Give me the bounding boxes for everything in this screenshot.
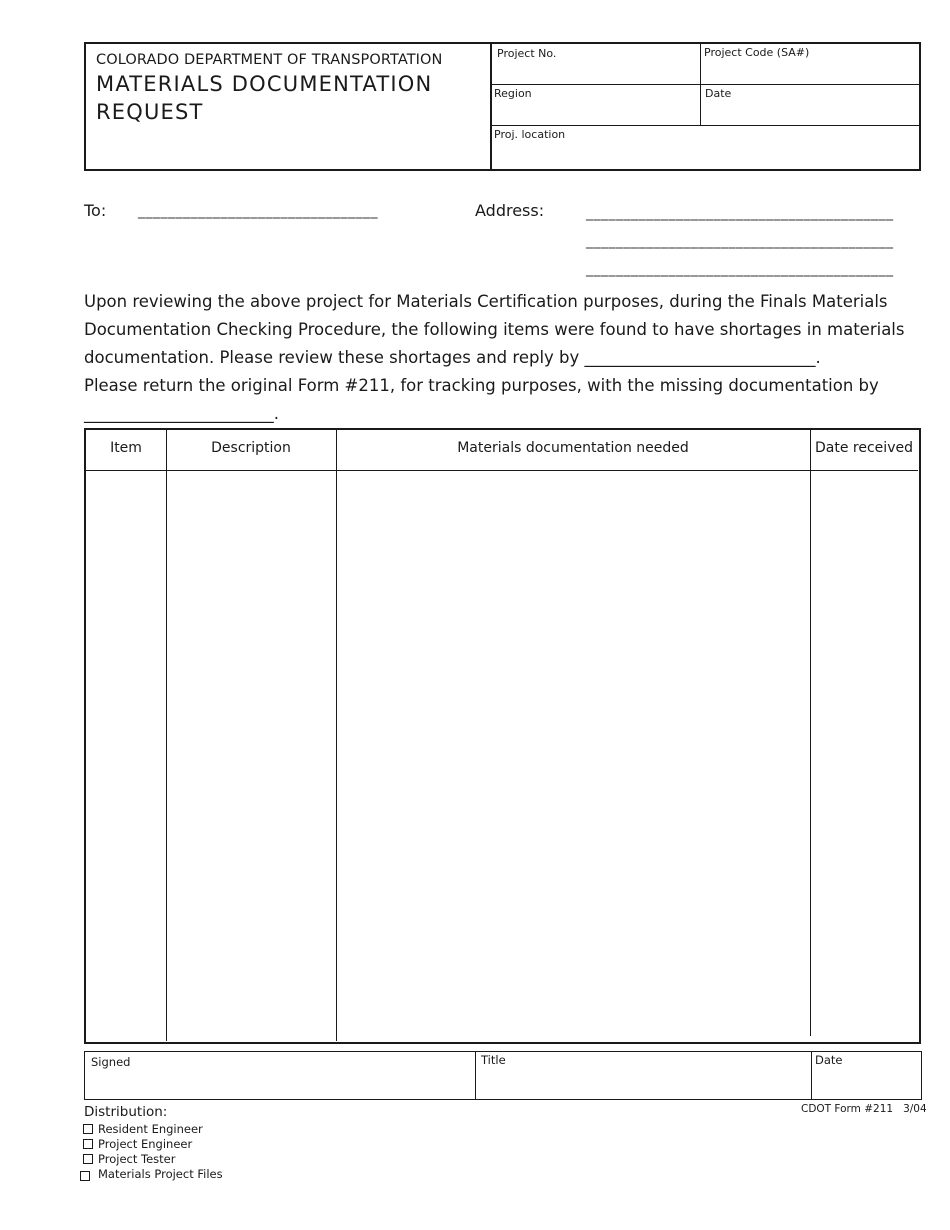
distribution-item-project-engineer: Project Engineer	[98, 1137, 193, 1151]
address-input-line-1[interactable]: _________________________________________	[586, 205, 894, 221]
column-header-description: Description	[211, 440, 291, 456]
header-date-field[interactable]: Date	[705, 87, 732, 100]
to-input[interactable]: ________________________________	[138, 203, 378, 219]
title-field[interactable]: Title	[481, 1053, 506, 1067]
checkbox-materials-project-files[interactable]	[80, 1171, 90, 1181]
header-title-panel	[86, 44, 492, 169]
address-input-line-2[interactable]: _________________________________________	[586, 233, 894, 249]
agency-name: COLORADO DEPARTMENT OF TRANSPORTATION	[96, 52, 443, 68]
header-divider-2	[492, 125, 920, 126]
signed-field[interactable]: Signed	[91, 1055, 131, 1069]
to-label: To:	[84, 201, 107, 220]
distribution-label: Distribution:	[84, 1104, 168, 1120]
column-header-materials-documentation: Materials documentation needed	[457, 440, 689, 456]
signature-date-field[interactable]: Date	[815, 1053, 843, 1067]
shortages-table	[84, 428, 921, 1044]
form-title-line-1: MATERIALS DOCUMENTATION	[96, 72, 433, 96]
address-input-line-3[interactable]: _________________________________________	[586, 261, 894, 277]
paragraph-line-3[interactable]: documentation. Please review these shortages and reply by ____________________________.	[84, 348, 821, 367]
signature-strip	[84, 1051, 922, 1100]
form-revision: 3/04	[903, 1103, 927, 1115]
header-divider-1	[492, 84, 920, 85]
paragraph-line-5[interactable]: _______________________.	[84, 404, 279, 423]
form-number: CDOT Form #211	[801, 1103, 894, 1115]
project-no-field[interactable]: Project No.	[497, 47, 557, 60]
proj-location-field[interactable]: Proj. location	[494, 128, 566, 141]
request-paragraph	[84, 288, 914, 428]
signature-divider-1	[475, 1052, 476, 1099]
form-title	[96, 70, 432, 126]
region-field[interactable]: Region	[494, 87, 532, 100]
materials-column-area[interactable]	[337, 471, 810, 1037]
date-received-column-area[interactable]	[811, 471, 918, 1037]
form-header	[84, 42, 921, 171]
column-header-item: Item	[110, 440, 142, 456]
header-divider-vertical	[700, 44, 701, 125]
form-identifier	[801, 1103, 927, 1115]
distribution-item-resident-engineer: Resident Engineer	[98, 1122, 203, 1136]
signature-divider-2	[811, 1052, 812, 1099]
form-title-line-2: REQUEST	[96, 100, 204, 124]
column-header-date-received: Date received	[815, 440, 913, 456]
paragraph-line-1: Upon reviewing the above project for Materials Certification purposes, during the Finals Materials	[84, 292, 888, 311]
paragraph-line-2: Documentation Checking Procedure, the following items were found to have shortages in materials	[84, 320, 905, 339]
checkbox-project-engineer[interactable]	[83, 1139, 93, 1149]
address-label: Address:	[475, 201, 545, 220]
item-column-area[interactable]	[86, 471, 166, 1037]
distribution-item-materials-project-files: Materials Project Files	[98, 1167, 223, 1181]
distribution-item-project-tester: Project Tester	[98, 1152, 176, 1166]
checkbox-project-tester[interactable]	[83, 1154, 93, 1164]
description-column-area[interactable]	[167, 471, 336, 1037]
paragraph-line-4: Please return the original Form #211, for tracking purposes, with the missing documentation by	[84, 376, 879, 395]
checkbox-resident-engineer[interactable]	[83, 1124, 93, 1134]
project-code-field[interactable]: Project Code (SA#)	[704, 46, 810, 59]
